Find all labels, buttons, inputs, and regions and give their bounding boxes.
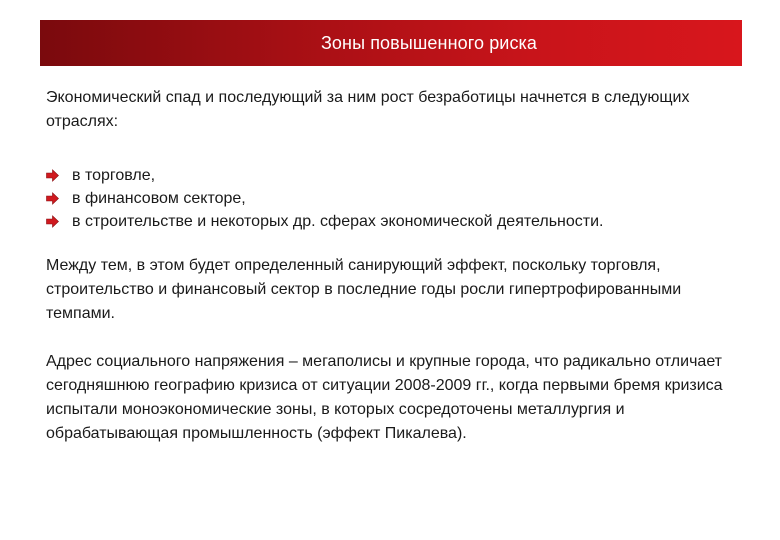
list-item <box>46 164 736 187</box>
list-item-text: в строительстве и некоторых др. сферах экономической деятельности. <box>72 213 604 230</box>
slide-content <box>46 86 736 446</box>
paragraph-sanitizing-effect: Между тем, в этом будет определенный санирующий эффект, поскольку торговля, строительство и финансовый сектор в последние годы росли гипертрофированными темпами. <box>46 257 682 322</box>
list-item <box>46 187 736 210</box>
list-item-text: в торговле, <box>72 167 156 184</box>
slide-title: Зоны повышенного риска <box>320 32 538 53</box>
slide-header-bar <box>40 20 742 66</box>
red-arrow-icon <box>46 192 59 205</box>
intro-paragraph: Экономический спад и последующий за ним рост безработицы начнется в следующих отраслях: <box>46 89 690 130</box>
paragraph-social-tension: Адрес социального напряжения – мегаполисы и крупные города, что радикально отличает сегодняшнюю географию кризиса от ситуации 2008-2009 гг., когда первыми бремя кризиса испытали моноэкономические зоны, в которых сосредоточены металлургия и обрабатывающая промышленность (эффект Пикалева). <box>46 353 723 442</box>
list-item <box>46 210 736 233</box>
list-item-text: в финансовом секторе, <box>72 190 246 207</box>
red-arrow-icon <box>46 169 59 182</box>
sector-list <box>46 164 736 233</box>
red-arrow-icon <box>46 215 59 228</box>
